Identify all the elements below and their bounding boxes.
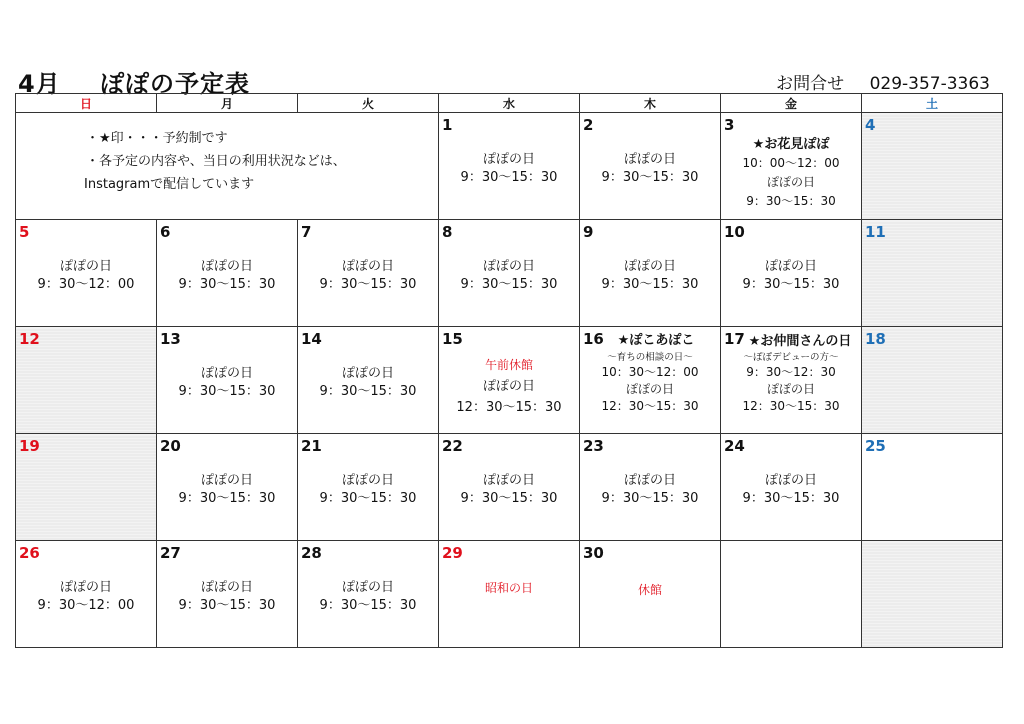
day-title: ぽぽの日: [200, 473, 253, 488]
day-number: 13: [160, 330, 181, 348]
day-number: 8: [442, 223, 453, 241]
event-title: ★お仲間さんの日: [748, 334, 852, 349]
day-number: 9: [583, 223, 594, 241]
day-cell-saturday: [862, 434, 1003, 541]
day-time: 12：30～15：30: [601, 399, 699, 413]
day-number: 18: [865, 330, 886, 348]
day-cell: [157, 220, 298, 327]
day-title: ぽぽの日: [341, 259, 394, 274]
holiday-note: 昭和の日: [484, 581, 533, 595]
day-number: 24: [724, 437, 745, 455]
day-number: 2: [583, 116, 594, 134]
day-time: 9：30～15：30: [460, 170, 558, 185]
event-subtitle: ～育ちの相談の日～: [607, 352, 693, 363]
day-cell: [721, 327, 862, 434]
day-cell: [721, 434, 862, 541]
contact-label: お問合せ: [776, 74, 845, 94]
day-number: 20: [160, 437, 181, 455]
day-number: 12: [19, 330, 40, 348]
day-cell: [439, 220, 580, 327]
day-title: ぽぽの日: [625, 382, 674, 396]
day-number: 1: [442, 116, 453, 134]
day-cell: [157, 434, 298, 541]
day-cell: [157, 327, 298, 434]
day-time: 9：30～15：30: [319, 384, 417, 399]
day-number: 14: [301, 330, 322, 348]
weekday-sun: 日: [16, 94, 157, 113]
day-number: 16: [583, 330, 604, 348]
day-number: 6: [160, 223, 171, 241]
day-number: 3: [724, 116, 735, 134]
day-cell: [298, 220, 439, 327]
week-row: [16, 327, 1003, 434]
day-time: 9：30～15：30: [601, 277, 699, 292]
day-cell: [439, 434, 580, 541]
day-cell: [580, 434, 721, 541]
day-number: 30: [583, 544, 604, 562]
day-cell: [157, 541, 298, 648]
day-time: 9：30～15：30: [601, 170, 699, 185]
weekday-tue: 火: [298, 94, 439, 113]
day-time: 9：30～15：30: [460, 491, 558, 506]
day-number: 5: [19, 223, 30, 241]
day-cell-holiday: [439, 541, 580, 648]
notes-list: [86, 127, 346, 196]
day-title: ぽぽの日: [341, 580, 394, 595]
day-cell: [580, 541, 721, 648]
day-title: ぽぽの日: [341, 366, 394, 381]
day-title: ぽぽの日: [764, 473, 817, 488]
day-title: ぽぽの日: [623, 259, 676, 274]
day-title: ぽぽの日: [764, 259, 817, 274]
day-cell: [721, 113, 862, 220]
day-time: 9：30～15：30: [178, 491, 276, 506]
weekday-sat: 土: [862, 94, 1003, 113]
day-time: 9：30～15：30: [742, 491, 840, 506]
weekday-header-row: [16, 94, 1003, 113]
day-time: 12：30～15：30: [456, 400, 562, 415]
day-time: 12：30～15：30: [742, 399, 840, 413]
note-line: Instagramで配信しています: [84, 177, 255, 192]
day-cell: [580, 327, 721, 434]
day-number: 23: [583, 437, 604, 455]
closure-note: 午前休館: [484, 358, 533, 372]
note-line: ・★印・・・予約制です: [86, 131, 228, 146]
day-number: 10: [724, 223, 745, 241]
day-cell: [439, 327, 580, 434]
weekday-mon: 月: [157, 94, 298, 113]
day-time: 9：30～15：30: [746, 194, 836, 208]
day-cell: [298, 434, 439, 541]
event-time: 9：30～12：30: [746, 365, 836, 379]
calendar-table: [15, 93, 1003, 648]
day-time: 9：30～15：30: [319, 491, 417, 506]
day-time: 9：30～15：30: [460, 277, 558, 292]
month-label: 4月: [18, 70, 61, 98]
day-cell-sunday: [16, 220, 157, 327]
day-cell-empty: [862, 541, 1003, 648]
day-number: 28: [301, 544, 322, 562]
event-subtitle: ～ぽぽデビューの方～: [743, 352, 839, 363]
day-title: ぽぽの日: [482, 379, 535, 394]
day-time: 9：30～15：30: [742, 277, 840, 292]
contact-phone: 029-357-3363: [869, 74, 990, 94]
day-number: 15: [442, 330, 463, 348]
day-title: ぽぽの日: [482, 259, 535, 274]
week-row: [16, 220, 1003, 327]
week-row: [16, 434, 1003, 541]
day-number: 27: [160, 544, 181, 562]
day-number: 19: [19, 437, 40, 455]
day-time: 9：30～15：30: [178, 277, 276, 292]
day-number: 25: [865, 437, 886, 455]
day-cell-empty: [721, 541, 862, 648]
day-number: 26: [19, 544, 40, 562]
day-title: ぽぽの日: [200, 366, 253, 381]
day-title: ぽぽの日: [200, 259, 253, 274]
day-cell: [439, 113, 580, 220]
day-number: 22: [442, 437, 463, 455]
day-title: ぽぽの日: [200, 580, 253, 595]
day-number: 21: [301, 437, 322, 455]
weekday-fri: 金: [721, 94, 862, 113]
day-cell: [298, 327, 439, 434]
day-title: ぽぽの日: [623, 152, 676, 167]
event-time: 10：30～12：00: [601, 365, 699, 379]
day-title: ぽぽの日: [482, 473, 535, 488]
day-cell: [580, 113, 721, 220]
contact-info: [776, 69, 990, 94]
day-title: ぽぽの日: [766, 382, 815, 396]
day-time: 9：30～15：30: [319, 598, 417, 613]
day-title: ぽぽの日: [623, 473, 676, 488]
weekday-wed: 水: [439, 94, 580, 113]
day-time: 9：30～12：00: [37, 277, 135, 292]
event-time: 10：00～12：00: [742, 156, 840, 170]
notes-cell: [16, 113, 439, 220]
day-number: 17: [724, 330, 745, 348]
note-line: ・各予定の内容や、当日の利用状況などは、: [86, 154, 346, 169]
day-title: ぽぽの日: [766, 175, 815, 189]
day-cell-saturday: [862, 220, 1003, 327]
closure-note: 休館: [637, 583, 662, 597]
schedule-title: ぽぽの予定表: [100, 70, 251, 98]
day-title: ぽぽの日: [59, 259, 112, 274]
day-cell: [721, 220, 862, 327]
day-title: ぽぽの日: [341, 473, 394, 488]
day-number: 7: [301, 223, 312, 241]
day-cell-sunday: [16, 434, 157, 541]
day-title: ぽぽの日: [59, 580, 112, 595]
day-cell: [298, 541, 439, 648]
day-number: 4: [865, 116, 876, 134]
day-cell-sunday: [16, 327, 157, 434]
day-cell-sunday: [16, 541, 157, 648]
day-time: 9：30～12：00: [37, 598, 135, 613]
day-time: 9：30～15：30: [178, 598, 276, 613]
event-title: ★お花見ぽぽ: [752, 137, 830, 152]
week-row: [16, 113, 1003, 220]
event-title: ★ぽこあぽこ: [617, 333, 695, 348]
day-cell: [580, 220, 721, 327]
day-cell-saturday: [862, 327, 1003, 434]
day-cell-saturday: [862, 113, 1003, 220]
day-number: 29: [442, 544, 463, 562]
week-row: [16, 541, 1003, 648]
day-time: 9：30～15：30: [178, 384, 276, 399]
day-time: 9：30～15：30: [601, 491, 699, 506]
day-time: 9：30～15：30: [319, 277, 417, 292]
weekday-thu: 木: [580, 94, 721, 113]
day-number: 11: [865, 223, 886, 241]
day-title: ぽぽの日: [482, 152, 535, 167]
